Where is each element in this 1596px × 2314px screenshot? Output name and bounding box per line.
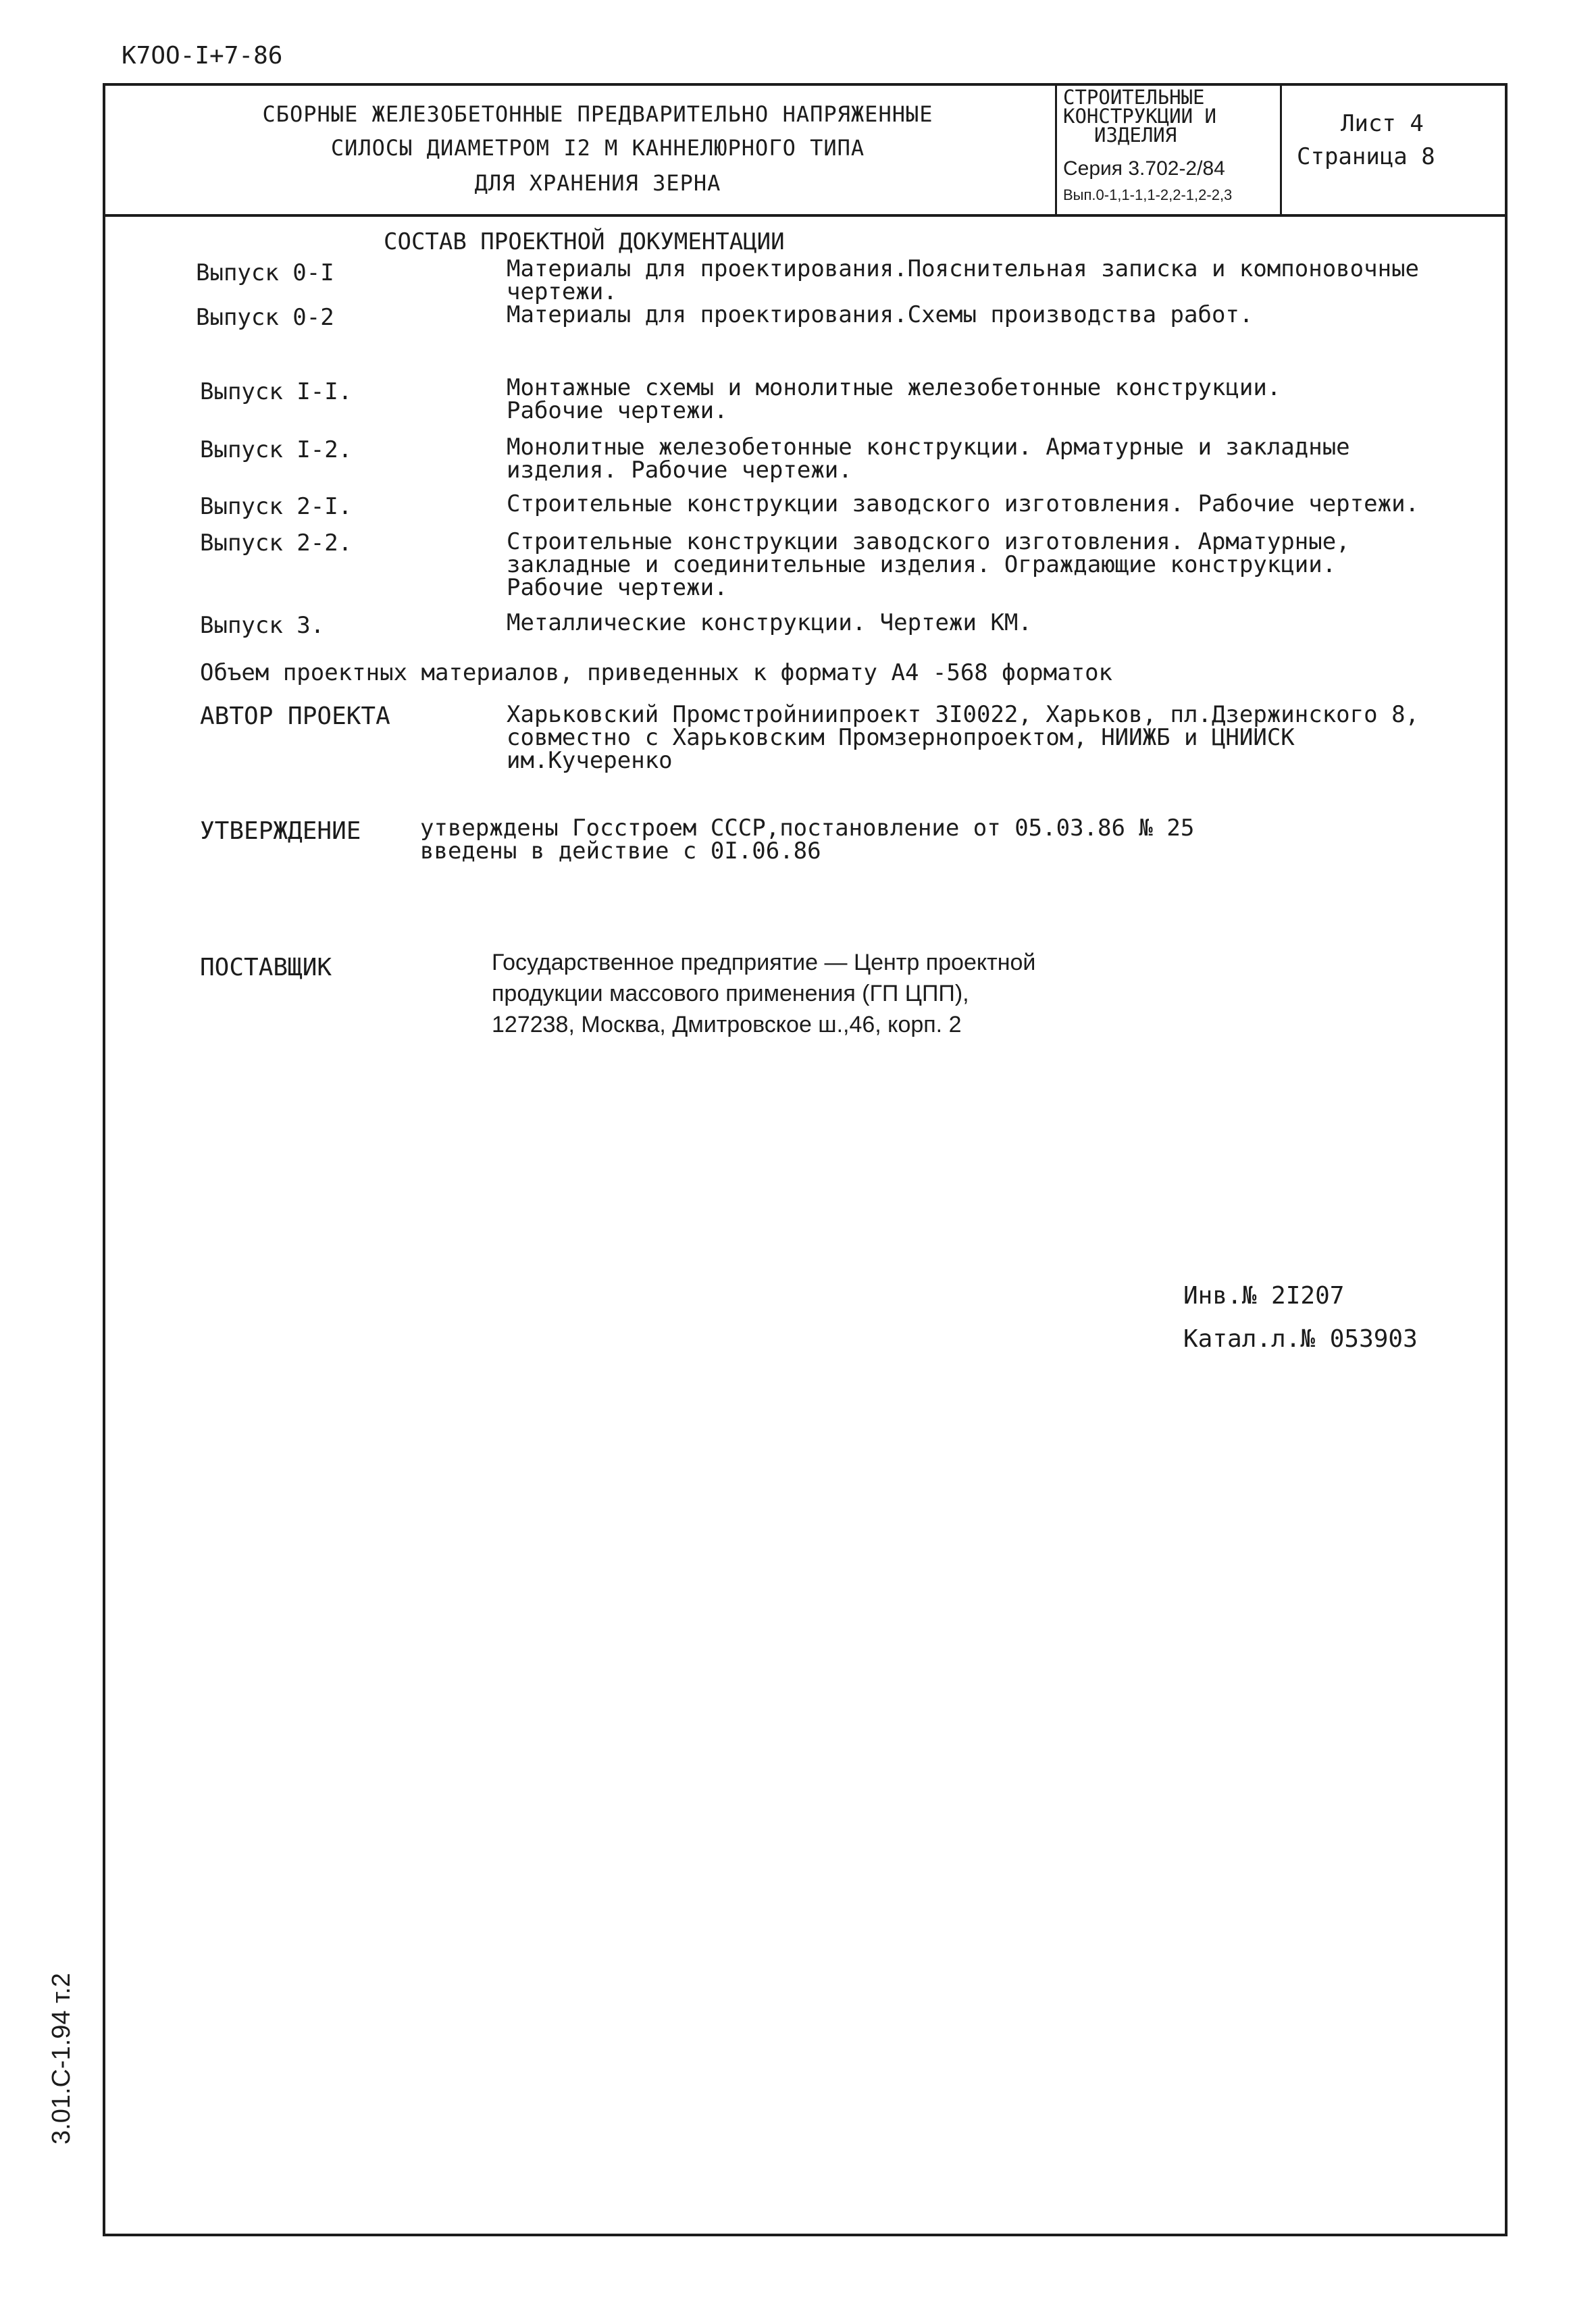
- issue-description: Металлические конструкции. Чертежи КМ.: [507, 609, 1032, 636]
- approval-line: утверждены Госстроем СССР,постановление от 05.03.86 № 25: [420, 815, 1195, 842]
- title-line-1: СБОРНЫЕ ЖЕЛЕЗОБЕТОННЫЕ ПРЕДВАРИТЕЛЬНО НАПРЯЖЕННЫЕ: [262, 101, 933, 127]
- supplier-line: продукции массового применения (ГП ЦПП),: [492, 981, 969, 1006]
- catalog-number: Катал.л.№ 053903: [1183, 1325, 1418, 1353]
- title-column-divider: [1280, 83, 1282, 215]
- supplier-line: 127238, Москва, Дмитровское ш.,46, корп. 2: [492, 1012, 962, 1037]
- issue-description: изделия. Рабочие чертежи.: [507, 457, 852, 484]
- page-number: Страница 8: [1297, 143, 1435, 170]
- category-line-1: СТРОИТЕЛЬНЫЕ: [1063, 86, 1205, 109]
- page-frame: [103, 83, 1508, 2236]
- author-line: им.Кучеренко: [507, 747, 673, 774]
- side-code: 3.01.С-1.94 т.2: [47, 1972, 76, 2144]
- issue-description: Монтажные схемы и монолитные железобетонные конструкции.: [507, 374, 1281, 401]
- issue-description: Рабочие чертежи.: [507, 397, 728, 424]
- title-column-divider: [1055, 83, 1057, 215]
- issue-description: Строительные конструкции заводского изготовления. Арматурные,: [507, 528, 1350, 555]
- issue-label: Выпуск I-2.: [200, 436, 353, 463]
- category-line-2: КОНСТРУКЦИИ И: [1063, 105, 1216, 128]
- issue-description: Строительные конструкции заводского изготовления. Рабочие чертежи.: [507, 490, 1420, 517]
- issue-description: чертежи.: [507, 278, 617, 305]
- volume-note: Объем проектных материалов, приведенных к формату А4 -568 форматок: [200, 659, 1113, 686]
- sheet-number: Лист 4: [1341, 110, 1424, 137]
- issues-label: Вып.0-1,1-1,1-2,2-1,2-2,3: [1063, 186, 1233, 203]
- issue-description: закладные и соединительные изделия. Ограждающие конструкции.: [507, 551, 1337, 578]
- issue-label: Выпуск I-I.: [200, 378, 353, 405]
- author-line: Харьковский Промстройниипроект 3I0022, Харьков, пл.Дзержинского 8,: [507, 701, 1420, 728]
- title-line-3: ДЛЯ ХРАНЕНИЯ ЗЕРНА: [474, 170, 721, 196]
- category-line-3: ИЗДЕЛИЯ: [1094, 124, 1177, 147]
- series-label: Серия 3.702-2/84: [1063, 157, 1225, 180]
- composition-heading: СОСТАВ ПРОЕКТНОЙ ДОКУМЕНТАЦИИ: [384, 228, 785, 255]
- issue-label: Выпуск 0-2: [196, 304, 334, 331]
- document-code: К7ОО-I+7-86: [122, 42, 283, 70]
- title-block-divider: [103, 214, 1508, 217]
- issue-description: Материалы для проектирования.Схемы производства работ.: [507, 301, 1254, 328]
- issue-description: Материалы для проектирования.Пояснительная записка и компоновочные: [507, 255, 1420, 282]
- author-label: АВТОР ПРОЕКТА: [200, 702, 390, 730]
- supplier-line: Государственное предприятие — Центр проектной: [492, 950, 1036, 975]
- issue-description: Монолитные железобетонные конструкции. Арматурные и закладные: [507, 434, 1350, 461]
- supplier-label: ПОСТАВЩИК: [200, 954, 332, 981]
- issue-label: Выпуск 3.: [200, 612, 325, 639]
- inventory-number: Инв.№ 2I207: [1183, 1282, 1345, 1310]
- approval-label: УТВЕРЖДЕНИЕ: [200, 817, 361, 845]
- issue-label: Выпуск 2-2.: [200, 530, 353, 557]
- issue-label: Выпуск 0-I: [196, 259, 334, 286]
- title-line-2: СИЛОСЫ ДИАМЕТРОМ I2 М КАННЕЛЮРНОГО ТИПА: [330, 135, 865, 161]
- issue-description: Рабочие чертежи.: [507, 574, 728, 601]
- approval-line: введены в действие с 0I.06.86: [420, 838, 821, 865]
- author-line: совместно с Харьковским Промзернопроектом, НИИЖБ и ЦНИИСК: [507, 724, 1295, 751]
- issue-label: Выпуск 2-I.: [200, 493, 353, 520]
